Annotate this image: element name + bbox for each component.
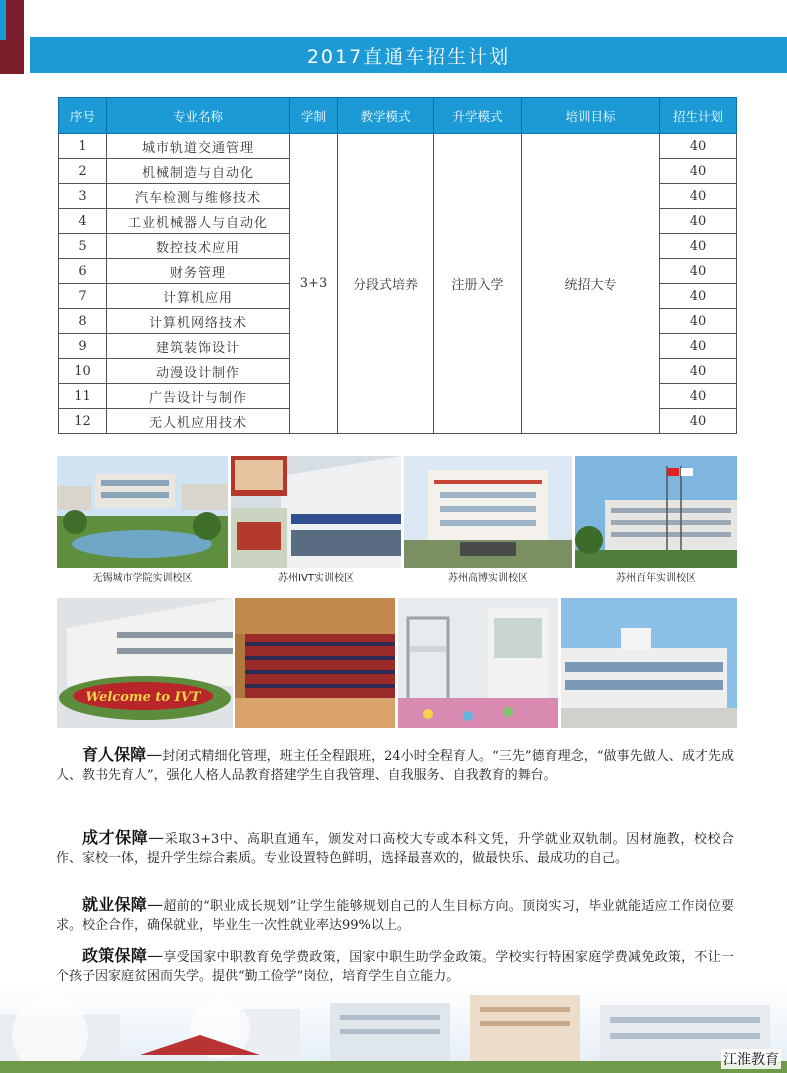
photo-wuxi-campus (57, 456, 228, 568)
row-major: 动漫设计制作 (107, 359, 290, 384)
section-body: 享受国家中职教育免学费政策，国家中职生助学金政策。学校实行特困家庭学费减免政策，不让一个孩子因家庭贫困而失学。提供“勤工俭学”岗位，培育学生自立能力。 (56, 950, 734, 984)
header-duration: 学制 (290, 98, 338, 134)
admission-mode-cell: 注册入学 (434, 134, 522, 434)
row-major: 计算机应用 (107, 284, 290, 309)
row-no: 10 (59, 359, 107, 384)
section-body: 超前的“职业成长规划”让学生能够规划自己的人生目标方向。顶岗实习，毕业就能适应工作岗位要求。校企合作，确保就业，毕业生一次性就业率达99%以上。 (56, 899, 734, 933)
section-dash: — (148, 828, 165, 847)
row-no: 2 (59, 159, 107, 184)
header-admission-mode: 升学模式 (434, 98, 522, 134)
section-head: 政策保障 (82, 946, 148, 965)
row-no: 8 (59, 309, 107, 334)
row-no: 12 (59, 409, 107, 434)
row-plan: 40 (660, 209, 737, 234)
section-head: 育人保障 (82, 745, 147, 764)
photo-dormitory (398, 598, 558, 728)
row-major: 广告设计与制作 (107, 384, 290, 409)
enrollment-table (58, 97, 737, 434)
row-major: 无人机应用技术 (107, 409, 290, 434)
table-header-row (59, 98, 737, 134)
section-yuren (56, 745, 734, 785)
caption-gaobo: 苏州高博实训校区 (448, 573, 528, 584)
caption-wuxi: 无锡城市学院实训校区 (92, 573, 193, 584)
photo-gaobo-campus (404, 456, 572, 568)
page-title: 2017直通车招生计划 (306, 45, 511, 68)
row-major: 建筑装饰设计 (107, 334, 290, 359)
footer-campus-panorama (0, 985, 787, 1073)
row-plan: 40 (660, 334, 737, 359)
caption-ivt: 苏州IVT实训校区 (278, 573, 354, 584)
row-plan: 40 (660, 309, 737, 334)
section-chengcai (56, 828, 734, 868)
duration-cell: 3+3 (290, 134, 338, 434)
corner-tab-accent (0, 0, 6, 40)
row-major: 汽车检测与维修技术 (107, 184, 290, 209)
header-no: 序号 (59, 98, 107, 134)
header-plan: 招生计划 (660, 98, 737, 134)
section-zhengce (56, 946, 734, 986)
row-no: 9 (59, 334, 107, 359)
section-body: 采取3+3中、高职直通车，颁发对口高校大专或本科文凭，升学就业双轨制。因材施教，校校合作、家校一体，提升学生综合素质。专业设置特色鲜明，选择最喜欢的，做最快乐、最成功的自己。 (56, 832, 734, 866)
photo-bainian-campus (575, 456, 737, 568)
row-plan: 40 (660, 409, 737, 434)
section-jiuye (56, 895, 734, 935)
row-no: 6 (59, 259, 107, 284)
row-plan: 40 (660, 359, 737, 384)
row-no: 4 (59, 209, 107, 234)
row-plan: 40 (660, 184, 737, 209)
brand-watermark: 江淮教育 (721, 1049, 781, 1069)
header-major: 专业名称 (107, 98, 290, 134)
caption-bainian: 苏州百年实训校区 (616, 573, 696, 584)
row-no: 1 (59, 134, 107, 159)
row-no: 7 (59, 284, 107, 309)
teaching-mode-cell: 分段式培养 (338, 134, 434, 434)
row-plan: 40 (660, 134, 737, 159)
row-plan: 40 (660, 259, 737, 284)
photo-teaching-building (561, 598, 737, 728)
section-body: 封闭式精细化管理，班主任全程跟班，24小时全程育人。“三先”德育理念，“做事先做人、成才先成人、教书先育人”，强化人格人品教育搭建学生自我管理、自我服务、自我教育的舞台。 (56, 749, 734, 783)
header-teaching-mode: 教学模式 (338, 98, 434, 134)
row-no: 3 (59, 184, 107, 209)
photo-welcome-ivt (57, 598, 233, 728)
row-plan: 40 (660, 384, 737, 409)
row-no: 5 (59, 234, 107, 259)
row-major: 数控技术应用 (107, 234, 290, 259)
row-major: 工业机械器人与自动化 (107, 209, 290, 234)
welcome-sign-text: Welcome to IVT (85, 690, 201, 705)
photo-ivt-campus (231, 456, 401, 568)
section-head: 成才保障 (82, 828, 149, 847)
row-plan: 40 (660, 284, 737, 309)
target-cell: 统招大专 (522, 134, 660, 434)
row-major: 城市轨道交通管理 (107, 134, 290, 159)
title-bar (30, 37, 787, 73)
section-head: 就业保障 (82, 895, 148, 914)
header-target: 培训目标 (522, 98, 660, 134)
row-plan: 40 (660, 159, 737, 184)
row-major: 机械制造与自动化 (107, 159, 290, 184)
photo-auditorium (235, 598, 395, 728)
row-no: 11 (59, 384, 107, 409)
section-dash: — (147, 895, 164, 914)
section-dash: — (147, 946, 164, 965)
table-row (59, 134, 737, 159)
row-major: 财务管理 (107, 259, 290, 284)
row-major: 计算机网络技术 (107, 309, 290, 334)
section-dash: — (146, 745, 163, 764)
row-plan: 40 (660, 234, 737, 259)
